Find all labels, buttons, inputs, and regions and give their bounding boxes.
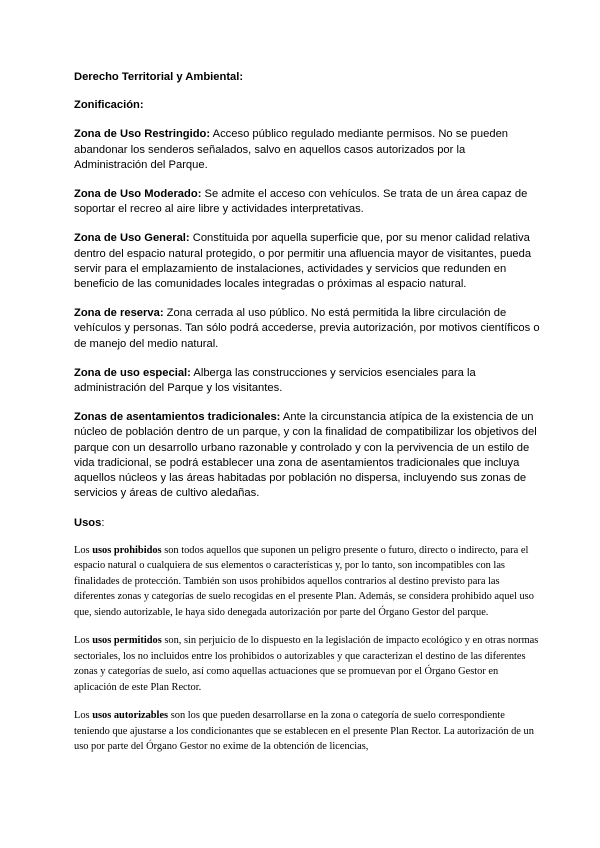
zone-text: Constituida por aquella superficie que, por su menor calidad relativa dentro del espacio natural protegido, o por permitir una afluencia mayor de visitantes, pueda servir para el emplazamiento de instalaciones, actividades y servicios que redunden en beneficio de las comunidades locales integradas o próximas al espacio natural. (74, 232, 532, 291)
zone-text: Zona cerrada al uso público. No está permitida la libre circulación de vehículos y personas. Tan sólo podrá accederse, previa autorización, por motivos científicos o de manejo del medio natural. (74, 307, 540, 350)
zone-paragraph-moderado (74, 187, 540, 217)
usos-heading-colon: : (101, 517, 105, 530)
usos-heading (74, 516, 540, 531)
zone-text: Acceso público regulado mediante permisos. No se pueden abandonar los senderos señalados, salvo en aquellos casos autorizados por la Administración del Parque. (74, 128, 509, 171)
zone-text: Ante la circunstancia atípica de la existencia de un núcleo de población dentro de un parque, y con la finalidad de compatibilizar los objetivos del parque con un desarrollo urbano razonable y controlado y con la pervivencia de un estilo de vida tradicional, se podrá establecer una zona de asentamientos tradicionales que incluya aquellos núcleos y las áreas habitadas por población no dispersa, incluyendo sus zonas de servicios y áreas de cultivo aledañas. (74, 411, 537, 500)
uso-text: son, sin perjuicio de lo dispuesto en la legislación de impacto ecológico y en otras normas sectoriales, los no incluidos entre los prohibidos o autorizables y que caracterizan el destino de las diferentes zonas y categorías de suelo, así como aquellas actuaciones que se promuevan por el Órgano Gestor en aplicación de este Plan Rector. (74, 635, 539, 693)
zone-term: Zona de uso especial: (74, 366, 191, 379)
zone-text: Alberga las construcciones y servicios esenciales para la administración del Parque y los visitantes. (74, 366, 476, 395)
uso-lead: Los (74, 635, 93, 647)
zone-text: Se admite el acceso con vehículos. Se trata de un área capaz de soportar el recreo al aire libre y actividades interpretativas. (74, 188, 528, 216)
uso-paragraph-autorizables (74, 708, 540, 755)
uso-lead: Los (74, 710, 93, 722)
uso-text: son los que pueden desarrollarse en la zona o categoría de suelo correspondiente teniendo que ajustarse a los condicionantes que se establecen en el presente Plan Rector. La autorización de un uso por parte del Órgano Gestor no exime de la obtención de licencias, (74, 710, 534, 753)
uso-lead: Los (74, 544, 93, 556)
uso-term: usos permitidos (92, 635, 162, 647)
document-title: Derecho Territorial y Ambiental: (74, 71, 244, 83)
zone-term: Zona de reserva: (74, 307, 164, 320)
zone-term: Zonas de asentamientos tradicionales: (74, 411, 281, 424)
uso-paragraph-prohibidos (74, 543, 540, 621)
zone-paragraph-especial (74, 366, 540, 396)
zone-term: Zona de Uso Restringido: (74, 128, 211, 141)
zone-paragraph-general (74, 231, 540, 292)
uso-text: son todos aquellos que suponen un peligro presente o futuro, directo o indirecto, para el espacio natural o cualquiera de sus elementos o características y, por lo tanto, son incompatibles con las finalidades de protección. También son usos prohibidos aquellos contrarios al destino previsto para las diferentes zonas y categorías de suelo recogidas en el presente Plan. Además, se considera prohibido aquel uso que, siendo autorizable, le haya sido denegada autorización por parte del Órgano Gestor del parque. (74, 544, 534, 618)
zone-paragraph-asentamientos (74, 410, 540, 501)
zone-term: Zona de Uso Moderado: (74, 188, 202, 201)
zone-term: Zona de Uso General: (74, 232, 190, 245)
uso-paragraph-permitidos (74, 633, 540, 695)
zonificacion-heading: Zonificación: (74, 99, 144, 112)
uso-term: usos autorizables (92, 710, 169, 722)
zone-paragraph-restringido (74, 127, 540, 173)
zone-paragraph-reserva (74, 306, 540, 352)
usos-heading-label: Usos (74, 517, 102, 530)
uso-term: usos prohibidos (92, 544, 162, 556)
